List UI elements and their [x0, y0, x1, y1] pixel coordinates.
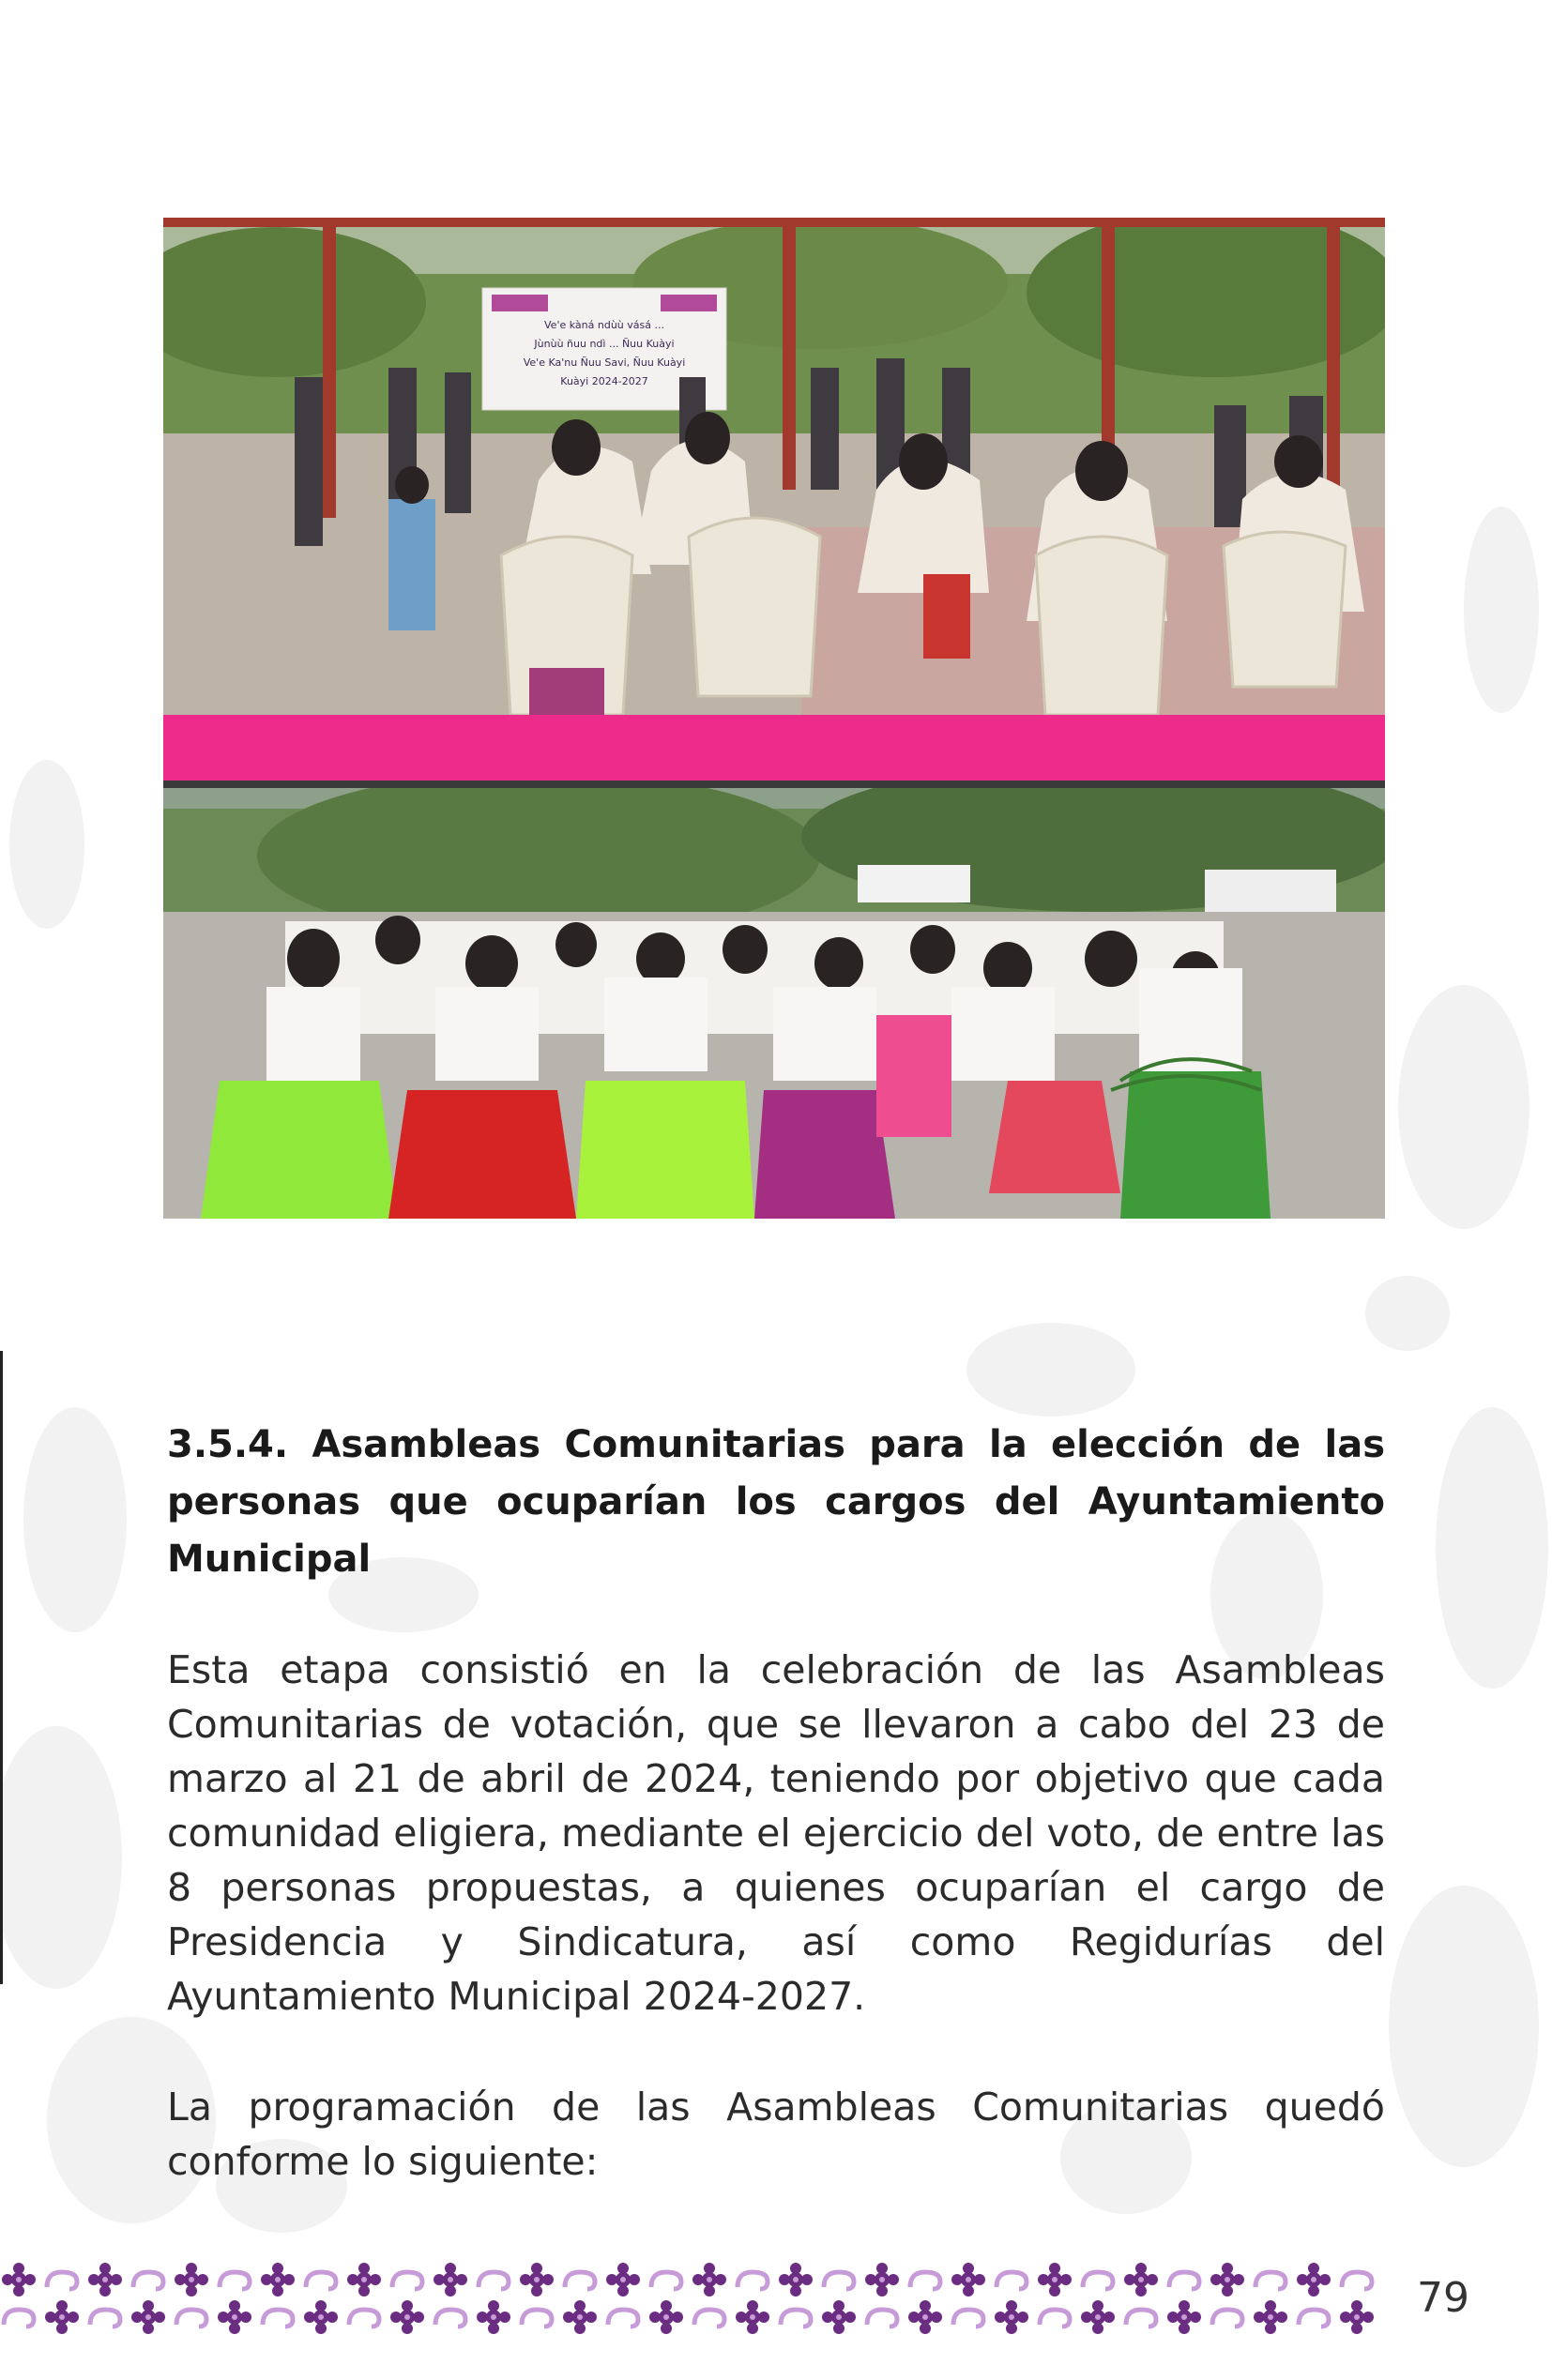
embroidery-scroll-icon: [1126, 2310, 1156, 2327]
embroidery-scroll-icon: [694, 2310, 724, 2327]
embroidery-scroll-icon: [867, 2310, 897, 2327]
embroidery-flower-icon: [477, 2300, 510, 2334]
embroidery-scroll-icon: [1255, 2272, 1286, 2289]
embroidery-flower-icon: [779, 2263, 813, 2297]
embroidery-flower-icon: [908, 2300, 942, 2334]
embroidery-flower-icon: [1081, 2300, 1115, 2334]
banner-line-2: Jùnùù ñuu ndì ... Ñuu Kuàyi: [534, 338, 675, 350]
page-number: 79: [1417, 2274, 1469, 2322]
embroidery-border: [0, 2259, 1375, 2342]
embroidery-flower-icon: [736, 2300, 769, 2334]
banner-line-3: Ve'e Ka'nu Ñuu Savi, Ñuu Kuàyi: [523, 356, 686, 369]
embroidery-flower-icon: [1124, 2263, 1158, 2297]
embroidery-flower-icon: [995, 2300, 1028, 2334]
embroidery-flower-icon: [951, 2263, 985, 2297]
banner-line-1: Ve'e kàná ndùù vásá ...: [544, 319, 664, 331]
embroidery-flower-icon: [88, 2263, 122, 2297]
embroidery-flower-icon: [865, 2263, 899, 2297]
embroidery-scroll-icon: [522, 2310, 552, 2327]
embroidery-scroll-icon: [910, 2272, 940, 2289]
embroidery-flower-icon: [1210, 2263, 1244, 2297]
pink-divider-band: [163, 715, 1385, 781]
embroidery-scroll-icon: [824, 2272, 854, 2289]
embroidery-flower-icon: [606, 2263, 640, 2297]
embroidery-flower-icon: [649, 2300, 683, 2334]
embroidery-scroll-icon: [306, 2272, 336, 2289]
embroidery-scroll-icon: [263, 2310, 293, 2327]
embroidery-scroll-icon: [47, 2272, 77, 2289]
embroidery-flower-icon: [304, 2300, 338, 2334]
embroidery-scroll-icon: [1342, 2272, 1372, 2289]
embroidery-flower-icon: [390, 2300, 424, 2334]
embroidery-scroll-icon: [133, 2272, 163, 2289]
embroidery-scroll-icon: [220, 2272, 250, 2289]
embroidery-scroll-icon: [392, 2272, 422, 2289]
embroidery-flower-icon: [1297, 2263, 1331, 2297]
embroidery-flower-icon: [692, 2263, 726, 2297]
embroidery-scroll-icon: [1169, 2272, 1199, 2289]
embroidery-flower-icon: [520, 2263, 554, 2297]
embroidery-flower-icon: [2, 2263, 36, 2297]
embroidery-flower-icon: [434, 2263, 467, 2297]
women-assembly-photo: [163, 781, 1385, 1219]
embroidery-flower-icon: [45, 2300, 79, 2334]
embroidery-scroll-icon: [4, 2310, 34, 2327]
embroidery-flower-icon: [1340, 2300, 1374, 2334]
embroidery-scroll-icon: [1212, 2310, 1242, 2327]
embroidery-scroll-icon: [651, 2272, 681, 2289]
embroidery-scroll-icon: [565, 2272, 595, 2289]
embroidery-scroll-icon: [608, 2310, 638, 2327]
embroidery-flower-icon: [563, 2300, 597, 2334]
embroidery-scroll-icon: [997, 2272, 1027, 2289]
embroidery-flower-icon: [1167, 2300, 1201, 2334]
left-margin-rule: [0, 1351, 3, 1984]
embroidery-scroll-icon: [349, 2310, 379, 2327]
embroidery-scroll-icon: [176, 2310, 206, 2327]
assembly-meeting-photo: [163, 218, 1385, 715]
embroidery-scroll-icon: [1299, 2310, 1329, 2327]
embroidery-flower-icon: [218, 2300, 251, 2334]
embroidery-scroll-icon: [781, 2310, 811, 2327]
embroidery-flower-icon: [175, 2263, 208, 2297]
embroidery-scroll-icon: [1040, 2310, 1070, 2327]
embroidery-flower-icon: [1038, 2263, 1072, 2297]
embroidery-scroll-icon: [435, 2310, 465, 2327]
embroidery-scroll-icon: [953, 2310, 983, 2327]
embroidery-scroll-icon: [479, 2272, 509, 2289]
embroidery-flower-icon: [822, 2300, 856, 2334]
body-paragraph-2: La programación de las Asambleas Comunitarias quedó conforme lo siguiente:: [167, 2084, 1385, 2184]
section-heading: 3.5.4. Asambleas Comunitarias para la elección de las personas que ocuparían los cargos del Ayuntamiento Municipal: [167, 1423, 1385, 1581]
embroidery-scroll-icon: [90, 2310, 120, 2327]
embroidery-flower-icon: [1254, 2300, 1287, 2334]
embroidery-flower-icon: [261, 2263, 295, 2297]
embroidery-scroll-icon: [738, 2272, 768, 2289]
body-paragraph-1: Esta etapa consistió en la celebración de las Asambleas Comunitarias de votación, que se llevaron a cabo del 23 de marzo al 21 de abril de 2024, teniendo por objetivo que cada comunidad eligiera, mediante el ejercicio del voto, de entre las 8 personas propuestas, a quienes ocuparían el cargo de Presidencia y Sindicatura, así como Regidurías del Ayuntamiento Municipal 2024-2027.: [167, 1647, 1385, 2019]
embroidery-flower-icon: [347, 2263, 381, 2297]
embroidery-flower-icon: [131, 2300, 165, 2334]
embroidery-scroll-icon: [1083, 2272, 1113, 2289]
banner-line-4: Kuàyi 2024-2027: [560, 375, 648, 387]
